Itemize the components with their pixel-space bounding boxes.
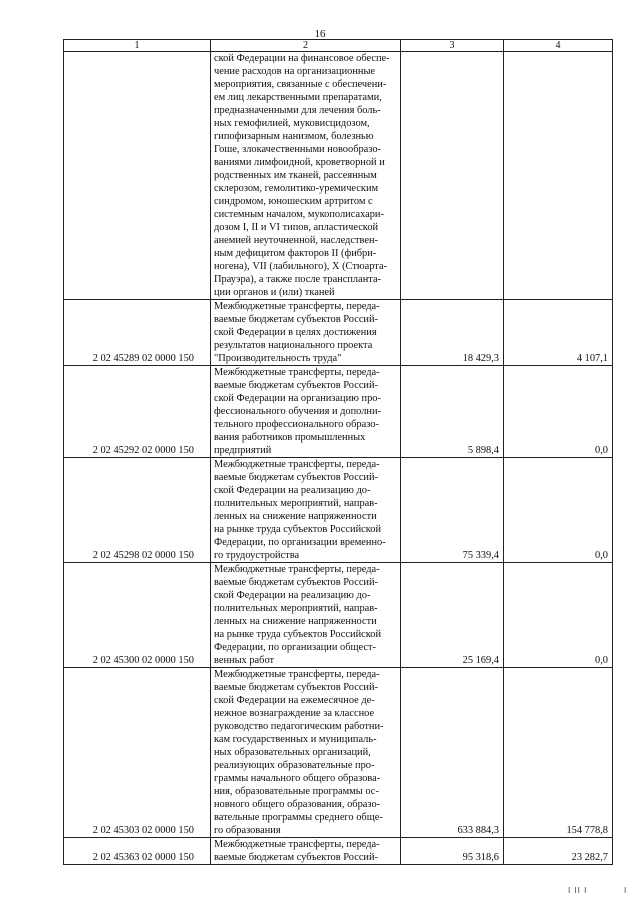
description-line: руководство педагогическим работни-	[214, 721, 384, 732]
amount-column-4-cell: 0,0	[504, 366, 613, 458]
description-line: тельного профессионального образо-	[214, 419, 379, 430]
description-cell	[211, 668, 401, 838]
description-line: го трудоустройства	[214, 550, 300, 561]
description-line: ных образовательных организаций,	[214, 747, 371, 758]
description-line: ния, образовательные программы ос-	[214, 786, 379, 797]
description-line: Межбюджетные трансферты, переда-	[214, 839, 380, 850]
description-line: фессионального обучения и дополни-	[214, 406, 381, 417]
description-line: ваемые бюджетам субъектов Россий-	[214, 314, 379, 325]
description-line: чение расходов на организационные	[214, 66, 376, 77]
description-cell	[211, 458, 401, 563]
description-line: предприятий	[214, 445, 272, 456]
budget-code-cell	[64, 52, 211, 300]
description-line: реализующих образовательные про-	[214, 760, 375, 771]
budget-table	[63, 39, 613, 865]
description-line: нежное вознаграждение за классное	[214, 708, 375, 719]
description-line: граммы начального общего образова-	[214, 773, 381, 784]
description-cell	[211, 300, 401, 366]
amount-column-4-cell	[504, 52, 613, 300]
description-line: ской Федерации на реализацию до-	[214, 485, 371, 496]
description-line: новного общего образования, образо-	[214, 799, 381, 810]
description-line: дозом I, II и VI типов, апластической	[214, 222, 379, 233]
description-line: Прауэра), а также после транспланта-	[214, 274, 382, 285]
description-line: предназначенными для лечения боль-	[214, 105, 381, 116]
column-number-2: 2	[211, 40, 401, 52]
table-row	[64, 668, 613, 838]
table-row	[64, 300, 613, 366]
description-line: ской Федерации на финансовое обеспе-	[214, 53, 390, 64]
table-row	[64, 52, 613, 300]
column-number-4: 4	[504, 40, 613, 52]
amount-column-3-cell: 18 429,3	[401, 300, 504, 366]
budget-code-cell: 2 02 45363 02 0000 150	[64, 838, 211, 865]
amount-column-4-cell: 0,0	[504, 458, 613, 563]
description-line: ногена), VII (лабильного), X (Стюарта-	[214, 261, 388, 272]
description-line: вательные программы среднего обще-	[214, 812, 383, 823]
description-line: ем лиц лекарственными препаратами,	[214, 92, 382, 103]
description-cell	[211, 838, 401, 865]
description-line: кам государственных и муниципаль-	[214, 734, 377, 745]
description-line: на рынке труда субъектов Российской	[214, 629, 382, 640]
column-number-1: 1	[64, 40, 211, 52]
description-line: гипофизарным нанизмом, болезнью	[214, 131, 374, 142]
description-line: ваемые бюджетам субъектов Россий-	[214, 682, 379, 693]
column-number-row	[64, 40, 613, 52]
description-line: родственных им тканей, рассеянным	[214, 170, 377, 181]
budget-code-cell: 2 02 45292 02 0000 150	[64, 366, 211, 458]
description-line: системным началом, мукополисахари-	[214, 209, 384, 220]
description-line: ской Федерации на реализацию до-	[214, 590, 371, 601]
description-line: Федерации, по организации общест-	[214, 642, 376, 653]
description-line: ваемые бюджетам субъектов Россий-	[214, 472, 379, 483]
table-row	[64, 838, 613, 865]
amount-column-3-cell: 5 898,4	[401, 366, 504, 458]
amount-column-4-cell: 0,0	[504, 563, 613, 668]
description-line: анемией неуточненной, наследствен-	[214, 235, 378, 246]
column-number-3: 3	[401, 40, 504, 52]
description-line: ваемые бюджетам субъектов Россий-	[214, 380, 379, 391]
amount-column-3-cell: 75 339,4	[401, 458, 504, 563]
description-line: ных гемофилией, муковисцидозом,	[214, 118, 370, 129]
amount-column-4-cell: 4 107,1	[504, 300, 613, 366]
budget-code-cell: 2 02 45300 02 0000 150	[64, 563, 211, 668]
description-line: Гоше, злокачественными новообразо-	[214, 144, 381, 155]
footer-tick: I	[624, 886, 627, 895]
description-cell	[211, 52, 401, 300]
description-cell	[211, 366, 401, 458]
budget-code-cell: 2 02 45303 02 0000 150	[64, 668, 211, 838]
amount-column-3-cell: 633 884,3	[401, 668, 504, 838]
description-cell	[211, 563, 401, 668]
description-line: ваниями лимфоидной, кроветворной и	[214, 157, 385, 168]
table-row	[64, 563, 613, 668]
description-line: на рынке труда субъектов Российской	[214, 524, 382, 535]
description-line: Федерации, по организации временно-	[214, 537, 386, 548]
description-line: Межбюджетные трансферты, переда-	[214, 367, 380, 378]
description-line: ской Федерации на ежемесячное де-	[214, 695, 375, 706]
description-line: "Производительность труда"	[214, 353, 342, 364]
description-line: вания работников промышленных	[214, 432, 366, 443]
description-line: Межбюджетные трансферты, переда-	[214, 459, 380, 470]
description-line: синдромом, юношеским артритом с	[214, 196, 373, 207]
budget-code-cell: 2 02 45298 02 0000 150	[64, 458, 211, 563]
description-line: полнительных мероприятий, направ-	[214, 498, 378, 509]
description-line: Межбюджетные трансферты, переда-	[214, 564, 380, 575]
description-line: Межбюджетные трансферты, переда-	[214, 301, 380, 312]
budget-code-cell: 2 02 45289 02 0000 150	[64, 300, 211, 366]
description-line: ции органов и (или) тканей	[214, 287, 335, 298]
description-line: ской Федерации на организацию про-	[214, 393, 381, 404]
description-line: ленных на снижение напряженности	[214, 616, 377, 627]
amount-column-3-cell: 25 169,4	[401, 563, 504, 668]
table-row	[64, 366, 613, 458]
page-number: 16	[314, 28, 326, 40]
description-line: Межбюджетные трансферты, переда-	[214, 669, 380, 680]
description-line: ской Федерации в целях достижения	[214, 327, 377, 338]
description-line: ваемые бюджетам субъектов Россий-	[214, 577, 379, 588]
description-line: результатов национального проекта	[214, 340, 373, 351]
description-line: склерозом, гемолитико-уремическим	[214, 183, 379, 194]
table-row	[64, 458, 613, 563]
footer-mark: I II I	[568, 886, 588, 895]
amount-column-4-cell: 23 282,7	[504, 838, 613, 865]
description-line: ленных на снижение напряженности	[214, 511, 377, 522]
amount-column-3-cell	[401, 52, 504, 300]
description-line: венных работ	[214, 655, 275, 666]
description-line: ным дефицитом факторов II (фибри-	[214, 248, 377, 259]
description-line: го образования	[214, 825, 281, 836]
description-line: полнительных мероприятий, направ-	[214, 603, 378, 614]
description-line: мероприятия, связанные с обеспечени-	[214, 79, 387, 90]
amount-column-3-cell: 95 318,6	[401, 838, 504, 865]
amount-column-4-cell: 154 778,8	[504, 668, 613, 838]
description-line: ваемые бюджетам субъектов Россий-	[214, 852, 379, 863]
